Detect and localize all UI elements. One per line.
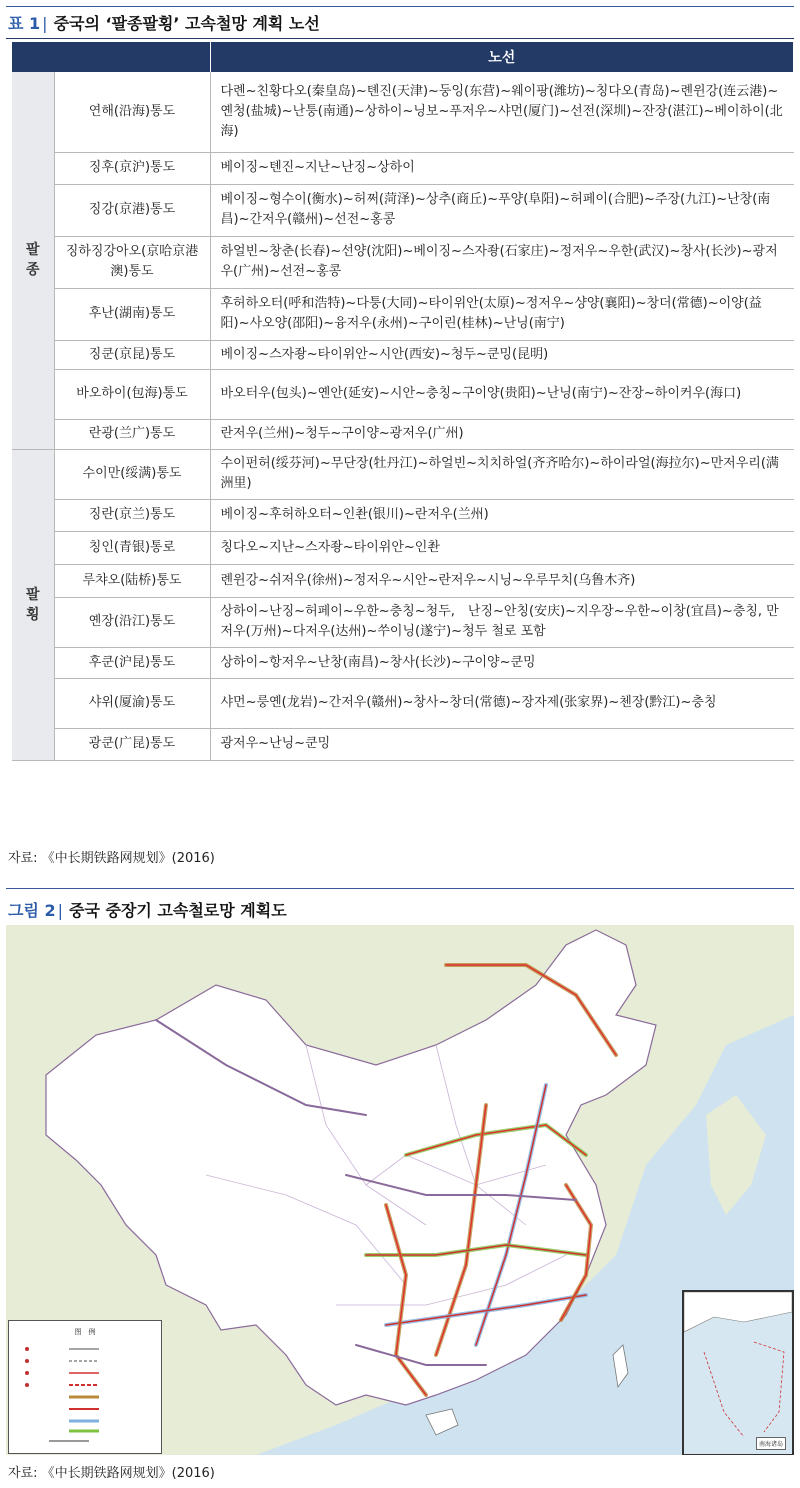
table-caption-title: 중국의 ‘팔종팔횡’ 고속철망 계획 노선 [53,14,320,33]
table-header-row [12,42,794,72]
japan-land [706,1095,766,1215]
table-row [12,72,794,152]
corridor-route: 광저우~난닝~쿤밍 [210,728,794,760]
table-row [12,564,794,597]
table-row [12,340,794,369]
corridor-name: 징하징강아오(京哈京港澳)통도 [54,236,210,288]
table-row [12,531,794,564]
legend-title: 图 例 [74,1328,96,1336]
corridor-route: 베이징~스자좡~타이위안~시안(西安)~청두~쿤밍(昆明) [210,340,794,369]
taiwan-land [613,1345,628,1387]
table-row [12,288,794,340]
corridor-name: 옌장(沿江)통도 [54,597,210,647]
corridor-name: 수이만(绥满)통도 [54,449,210,499]
corridor-route: 베이징~형수이(衡水)~허쩌(菏泽)~상추(商丘)~푸양(阜阳)~허페이(合肥)~주장(九江)~난창(南昌)~간저우(赣州)~선전~홍콩 [210,184,794,236]
corridor-route: 샤먼~룽옌(龙岩)~간저우(赣州)~창사~창더(常德)~장자제(张家界)~첸장(黔江)~충칭 [210,678,794,728]
corridor-name: 루챠오(陆桥)통도 [54,564,210,597]
corridor-name: 후난(湖南)통도 [54,288,210,340]
south-china-sea-inset [682,1290,794,1455]
table-row [12,419,794,449]
corridor-name: 징쿤(京昆)통도 [54,340,210,369]
corridor-name: 징란(京兰)통도 [54,499,210,531]
figure-caption-rule-top [6,888,794,889]
corridor-name: 칭인(青银)통로 [54,531,210,564]
corridor-name: 란광(兰广)통도 [54,419,210,449]
table-row [12,184,794,236]
corridor-name: 샤위(厦渝)통도 [54,678,210,728]
table-row [12,597,794,647]
table-row [12,678,794,728]
corridor-route: 베이징~톈진~지난~난징~상하이 [210,152,794,184]
routes-table-body [12,72,794,760]
corridor-route: 수이펀허(绥芬河)~무단장(牡丹江)~하얼빈~치치하얼(齐齐哈尔)~하이라얼(海拉尔)~만저우리(满洲里) [210,449,794,499]
corridor-route: 바오터우(包头)~옌안(延安)~시안~충칭~구이양(贵阳)~난닝(南宁)~잔장~하이커우(海口) [210,369,794,419]
corridor-route: 다롄~친황다오(秦皇岛)~톈진(天津)~둥잉(东营)~웨이팡(潍坊)~칭다오(青岛)~롄윈강(连云港)~옌청(盐城)~난퉁(南通)~상하이~닝보~푸저우~샤먼(厦门)~선전(深圳)~잔장(湛江)~베이하이(北海) [210,72,794,152]
table-row [12,369,794,419]
figure-caption-number: 그림 2 [8,901,56,920]
figure-caption: 그림 2 | 중국 중장기 고속철로망 계획도 [8,901,287,920]
legend-symbols [9,1337,159,1447]
table-caption-rule-top [6,6,794,7]
table-header-route: 노선 [210,42,794,72]
table-caption-number: 표 1 [8,14,41,33]
corridor-route: 칭다오~지난~스자좡~타이위안~인촨 [210,531,794,564]
table-caption: 표 1 | 중국의 ‘팔종팔횡’ 고속철망 계획 노선 [8,14,320,33]
table-row [12,728,794,760]
corridor-route: 후허하오터(呼和浩特)~다퉁(大同)~타이위안(太原)~정저우~샹양(襄阳)~창더(常德)~이양(益阳)~사오양(邵阳)~융저우(永州)~구이린(桂林)~난닝(南宁) [210,288,794,340]
table-row [12,499,794,531]
table-row [12,236,794,288]
map-legend [8,1320,162,1454]
inset-graphic [684,1292,792,1454]
table-source: 자료: 《中长期铁路网规划》(2016) [8,851,215,866]
inset-label: 南海诸岛 [756,1437,786,1450]
corridor-name: 바오하이(包海)통도 [54,369,210,419]
corridor-route: 상하이~항저우~난창(南昌)~창사(长沙)~구이양~쿤밍 [210,647,794,678]
corridor-route: 상하이~난징~허페이~우한~충칭~청두, 난징~안칭(安庆)~지우장~우한~이창(宜昌)~충칭, 만저우(万州)~다저우(达州)~쑤이닝(遂宁)~청두 철로 포함 [210,597,794,647]
table-row [12,152,794,184]
group-label-2 [12,449,54,760]
corridor-route: 롄윈강~쉬저우(徐州)~정저우~시안~란저우~시닝~우루무치(乌鲁木齐) [210,564,794,597]
corridor-name: 연해(沿海)통도 [54,72,210,152]
figure-caption-title: 중국 중장기 고속철로망 계획도 [69,901,287,920]
corridor-name: 후쿤(沪昆)통도 [54,647,210,678]
group-label-1 [12,72,54,449]
group-label-text: 팔횡 [25,586,40,623]
corridor-route: 베이징~후허하오터~인촨(银川)~란저우(兰州) [210,499,794,531]
corridor-name: 징강(京港)통도 [54,184,210,236]
corridor-route: 하얼빈~창춘(长春)~선양(沈阳)~베이징~스자좡(石家庄)~정저우~우한(武汉)~창사(长沙)~광저우(广州)~선전~홍콩 [210,236,794,288]
table-row [12,647,794,678]
routes-table [12,42,794,761]
table-caption-rule-bottom [6,38,794,39]
hainan-land [426,1409,458,1435]
group-label-text: 팔종 [25,242,40,279]
corridor-name: 광쿤(广昆)통도 [54,728,210,760]
corridor-name: 징후(京沪)통도 [54,152,210,184]
table-row [12,449,794,499]
corridor-route: 란저우(兰州)~청두~구이양~광저우(广州) [210,419,794,449]
figure-source: 자료: 《中长期铁路网规划》(2016) [8,1466,215,1481]
table-header-blank [12,42,210,72]
railway-network-map [6,925,794,1455]
